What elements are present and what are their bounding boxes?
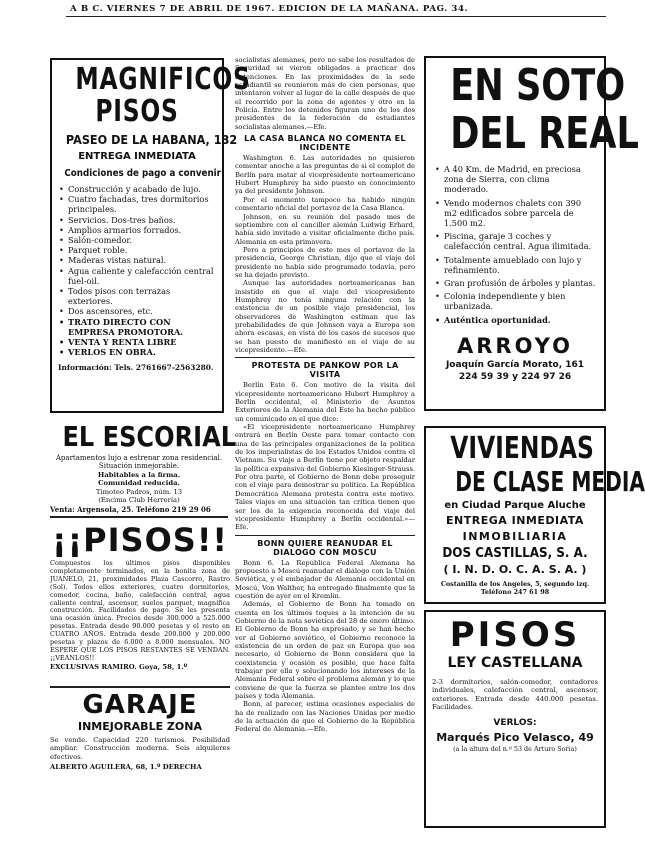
ad-line: en Ciudad Parque Aluche xyxy=(444,500,586,511)
ad-line: ( I. N. D. O. C. A. S. A. ) xyxy=(443,563,587,576)
ad-title: EL ESCORIAL xyxy=(62,420,237,453)
ad-line: VERLOS: xyxy=(493,717,537,728)
article-paragraph: «El vicepresidente norteamericano Humphrey entrará en Berlín Oeste para tomar contacto con una de las principales organizaciones de la política de los imperialistas de los Estados Unidos contra el Vietnam. Su viaje a Berlín tiene por objeto respaldar la política expansiva del Gobierno Kiesinger-Strauss. Por otra parte, el Gobierno de Bonn debe proseguir con el viaje para demostrar su política. La República Democrática Alemana protesta contra este motivo. Tales viajes en una situación tan crítica tienen que ser los de la exigencia reconocida del viaje del vicepresidente Humphrey a Berlín occidental.»—Efe. xyxy=(235,423,415,532)
ad-title: DE CLASE MEDIA xyxy=(455,465,645,498)
list-item: • Dos ascensores, etc. xyxy=(58,306,216,316)
ad-line: INMOBILIARIA xyxy=(462,530,568,543)
article-paragraph: Además, el Gobierno de Bonn ha tomado en cuenta en los últimos toques a la intención de su Gobierno de la nota soviética del 28 de enero último. El Gobierno de Bonn ha expresado, y se han hecho ver al Gobierno soviético, el Gobierno reconoce la existencia de un orden de paz en Europa que sea necesario, el Gobierno de Bonn considera que la coexistencia y ocasión es posible, que hace falta trabajar por ella y solucionando los intereses de la Alemania Federal sobre el problema alemán y lo que conviene de que la fuerza se plantee entre los dos países y toda Alemania. xyxy=(235,600,415,701)
ad-garaje xyxy=(50,690,230,770)
list-item: • Servicios. Dos-tres baños. xyxy=(58,215,216,225)
list-item: • Auténtica oportunidad. xyxy=(434,315,596,325)
list-item: • A 40 Km. de Madrid, en preciosa zona de Sierra, con clima moderado. xyxy=(434,164,596,195)
ad-line: DOS CASTILLAS, S. A. xyxy=(442,546,588,561)
divider xyxy=(235,535,415,536)
ad-delivery: ENTREGA INMEDIATA xyxy=(78,151,196,162)
ad-brand: ARROYO xyxy=(456,333,573,358)
ad-line: Timoteo Padros, núm. 13 xyxy=(95,487,183,496)
list-item: • Colonia independiente y bien urbanizada. xyxy=(434,291,596,311)
list-item: • Maderas vistas natural. xyxy=(58,255,216,265)
list-item: • Todos pisos con terrazas exteriores. xyxy=(58,286,216,306)
header-rule xyxy=(66,16,606,17)
ad-line: ENTREGA INMEDIATA xyxy=(446,514,584,527)
ad-contact: ALBERTO AGUILERA, 68, 1.º DERECHA xyxy=(50,763,202,772)
ad-title: PISOS xyxy=(95,94,179,129)
ad-subtitle: LEY CASTELLANA xyxy=(447,655,583,671)
ad-text: 2-3 dormitorios, salón-comedor, contadores individuales, calefacción central, ascensor, exteriores. Entrada desde 440.000 pesetas. Facilidades. xyxy=(432,678,598,712)
ad-note: (a la altura del n.º 53 de Arturo Soria) xyxy=(453,744,577,753)
feature-list xyxy=(434,164,596,325)
article-headline: BONN QUIERE REANUDAR EL DIALOGO CON MOSCU xyxy=(257,538,393,557)
ad-line: Comunidad reducida. xyxy=(98,479,180,488)
list-item: • Cuatro fachadas, tres dormitorios principales. xyxy=(58,194,216,214)
article-headline: PROTESTA DE PANKOW POR LA VISITA xyxy=(251,361,399,380)
ad-title: ¡¡PISOS!! xyxy=(51,521,229,559)
ad-contact: Venta: Argensola, 25. Teléfono 219 29 06 xyxy=(50,505,211,515)
article-paragraph: Berlín Este 6. Con motivo de la visita del vicepresidente norteamericano Hubert Humphrey a Berlín occidental, el Ministerio de Asuntos Exteriores de la Alemania del Este ha hecho público un comunicado en el que dice: xyxy=(235,381,415,423)
ad-text: Se vende. Capacidad 220 turismos. Posibilidad ampliar. Construcción moderna. Seis alquileres efectivos. xyxy=(50,736,230,761)
divider xyxy=(50,516,228,518)
divider xyxy=(50,686,230,688)
ad-line: Habitables a la firma. xyxy=(97,470,181,479)
article-paragraph: Johnson, en su reunión del pasado mes de septiembre con el canciller alemán Ludwig Erhard, había sido invitado a visitar oficialmente dicho país. Alemania en esta primavera. xyxy=(235,212,415,246)
ad-title: DEL REAL xyxy=(450,108,639,159)
page-header: A B C. VIERNES 7 DE ABRIL DE 1967. EDICION DE LA MAÑANA. PAG. 34. xyxy=(70,4,469,14)
feature-list xyxy=(58,184,216,357)
ad-address: PASEO DE LA HABANA, 132 xyxy=(65,132,238,147)
list-item: • VENTA Y RENTA LIBRE xyxy=(58,337,216,347)
list-item: • TRATO DIRECTO CON EMPRESA PROMOTORA. xyxy=(58,317,216,337)
list-item: • Parquet roble. xyxy=(58,245,216,255)
ad-title: VIVIENDAS xyxy=(450,431,594,466)
ad-phones: 224 59 39 y 224 97 26 xyxy=(458,371,572,382)
ad-el-escorial xyxy=(50,420,237,515)
article-paragraph: Washington 6. Las autoridades no quisieron comentar anoche a las preguntas de si el complot de Berlín para matar al vicepresidente norteamericano Hubert Humphrey ha sido puesto en conocimiento ya del presidente Johnson. xyxy=(235,154,415,196)
ad-conditions: Condiciones de pago a convenir xyxy=(64,168,221,179)
article-paragraph: Bonn 6. La República Federal Alemana ha propuesto a Moscú reanudar el diálogo con la Unión Soviética, y el embajador de Alemania occidental en Moscú, Von Walther, ha entregado finalmente que la cuestión de ayer en el Kremlin. xyxy=(235,558,415,600)
ad-pisos-castellana xyxy=(424,610,606,828)
article-body xyxy=(235,381,415,531)
article-body xyxy=(235,154,415,354)
ad-address: Marqués Pico Velasco, 49 xyxy=(436,730,594,744)
article-headline: LA CASA BLANCA NO COMENTA EL INCIDENTE xyxy=(244,134,406,153)
ad-line: Apartamentos lujo a estrenar zona residencial. Situación inmejorable. xyxy=(55,454,223,471)
divider xyxy=(235,357,415,358)
list-item: • Gran profusión de árboles y plantas. xyxy=(434,278,596,288)
news-column xyxy=(235,56,415,831)
list-item: • Agua caliente y calefacción central fuel-oil. xyxy=(58,266,216,286)
ad-contact: EXCLUSIVAS RAMIRO. Goya, 58, 1.º xyxy=(50,662,188,671)
list-item: • Amplios armarios forrados. xyxy=(58,225,216,235)
article-body xyxy=(235,559,415,734)
ad-title: GARAJE xyxy=(82,690,198,720)
ad-subtitle: INMEJORABLE ZONA xyxy=(78,720,202,733)
ad-line: (Encima Club Herrería) xyxy=(98,496,180,505)
list-item: • Vendo modernos chalets con 390 m2 edificados sobre parcela de 1.500 m2. xyxy=(434,198,596,229)
list-item: • Construcción y acabado de lujo. xyxy=(58,184,216,194)
ad-title: EN SOTO xyxy=(450,60,626,111)
list-item: • Totalmente amueblado con lujo y refinamiento. xyxy=(434,255,596,275)
article-paragraph: Bonn, al parecer, estima ocasiones especiales de ha de realizado con las Naciones Unidas por medio de la actuación de que el Gobierno de la República Federal de Alemania.—Efe. xyxy=(235,700,415,734)
ad-title: MAGNIFICOS xyxy=(75,62,251,97)
news-intro: socialistas alemanes, pero no sabe los resultados de Seguridad se vieron obligados a practicar dos detenciones. En las proximidades de la sede estudiantil se reunieron más de cien personas, que intentaron volver al lugar de la calle después de que el recorrido por la zona de agentes y otro en la Policía. Entre los detenidos figuran uno de los dos presidentes de la federación de estudiantes socialistas alemanes.—Efe. xyxy=(235,56,415,131)
ad-title: PISOS xyxy=(449,615,581,655)
ad-viviendas xyxy=(424,426,645,604)
list-item: • Salón-comedor. xyxy=(58,235,216,245)
ad-pisos-juanelo xyxy=(50,520,230,683)
ad-address: Joaquín García Morato, 161 xyxy=(445,359,585,370)
ad-magnificos-pisos xyxy=(50,58,251,413)
ad-text: Compuestos los últimos pisos disponibles completamente terminados, en la bonita zona de JUANELO, 21, proximidades Plaza Cascorro, Rastro (Sol). Todos ellos exteriores, cuatro dormitorios, comedor, cocina, baño, calefacción central, agua caliente central, ascensor, suelos parquet, magnífica construcción. Facilidades de pago. Se les presenta una ocasión única. Precios desde 300.000 a 525.000 pesetas. Entrada desde 90.000 pesetas y el resto en CUATRO AÑOS. Entrada desde 200.000 y 200.000 pesetas y plazos de 6.000 a 8.000 mensuales. NO ESPERE QUE LOS PISOS RESTANTES SE VENDAN. ¡¡VEANLOS!! xyxy=(50,559,230,662)
article-paragraph: Aunque las autoridades norteamericanas han insistido en que el viaje del vicepresidente Humphrey no tenía ninguna relación con la existencia de un posible viaje presidencial, los observadores de Washington estiman que las probabilidades de que Johnson vaya a Europa son ahora escasas, en vista de los casos de sucesos que se han puesto de manifiesto en el viaje de su vicepresidente.—Efe. xyxy=(235,279,415,354)
ad-contact: Costanilla de los Angeles, 5, segundo izq. Teléfono 247 61 98 xyxy=(440,580,590,597)
list-item: • VERLOS EN OBRA. xyxy=(58,347,216,357)
article-paragraph: Pero a principios de este mes el portavoz de la presidencia, George Christian, dijo que el viaje del presidente no había sido programado todavía, pero se ha dejado previsto. xyxy=(235,245,415,279)
ad-soto-del-real xyxy=(424,56,639,411)
list-item: • Piscina, garaje 3 coches y calefacción central. Agua ilimitada. xyxy=(434,231,596,251)
article-paragraph: Por el momento tampoco ha habido ningún comentario oficial del portavoz de la Casa Blanca. xyxy=(235,195,415,213)
ad-info: Información: Tels. 2761667-2563280. xyxy=(58,363,214,373)
